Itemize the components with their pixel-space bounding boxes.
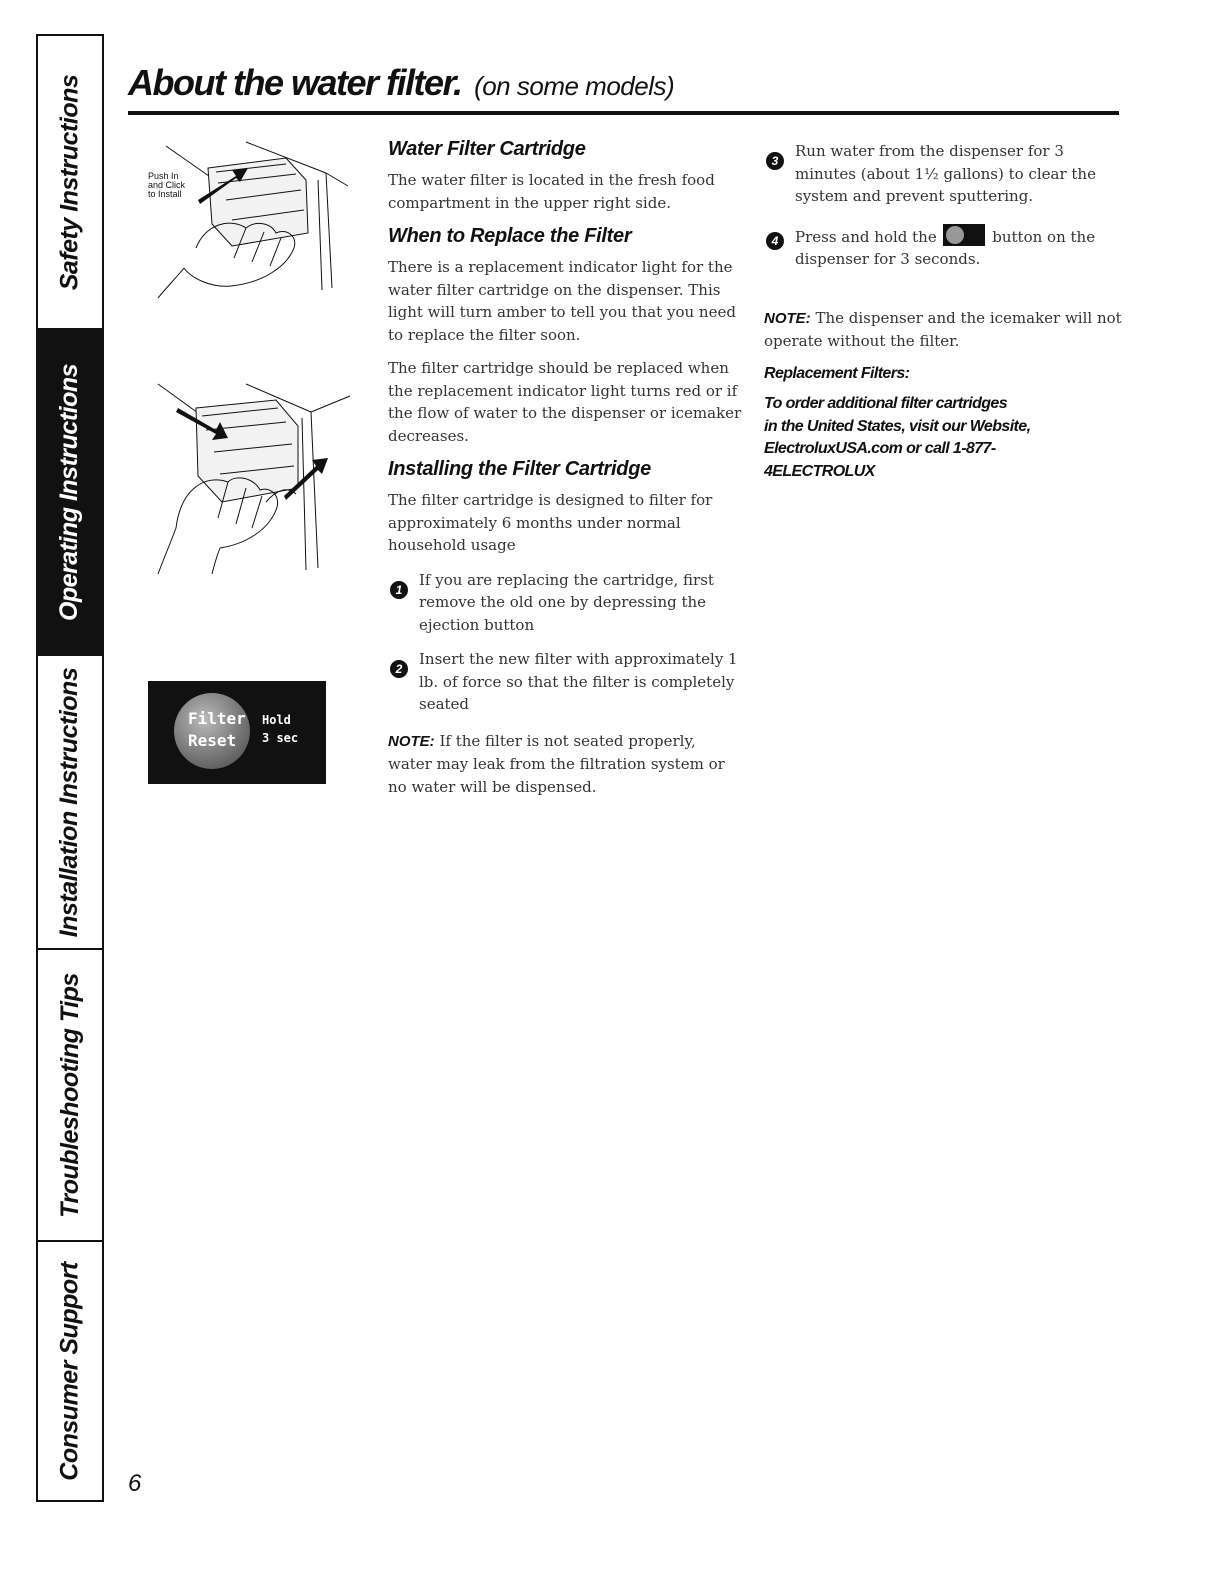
instructions-column-right [764, 140, 1124, 483]
eject-filter-illustration [136, 378, 361, 578]
note-operation [764, 307, 1124, 353]
eject-filter-drawing [136, 378, 361, 578]
page-title-subtitle: (on some models) [474, 71, 675, 101]
cartridge-location-text: The water filter is located in the fresh food compartment in the upper right side. [388, 171, 715, 212]
hold-duration-label: 3 sec [262, 731, 299, 745]
note-seating [388, 730, 743, 799]
tab-operating-instructions[interactable] [38, 330, 102, 656]
replace-indicator-text: There is a replacement indicator light for the water filter cartridge on the dispenser. This light will turn amber to tell you that you need to replace the filter soon. [388, 258, 736, 344]
step-4 [764, 220, 1124, 271]
hold-label: Hold [262, 713, 291, 727]
step-number-badge: 4 [766, 232, 784, 250]
filter-label: Filter [188, 709, 246, 728]
page-title [128, 62, 674, 104]
push-in-label: Push In and Click to Install [148, 171, 186, 199]
installing-heading: Installing the Filter Cartridge [388, 458, 651, 480]
step-3 [764, 140, 1124, 208]
tab-label: Troubleshooting Tips [55, 972, 84, 1218]
reset-label: Reset [188, 731, 237, 750]
step-number-badge: 2 [390, 660, 408, 678]
note-label: NOTE: [388, 732, 435, 750]
replace-condition-text: The filter cartridge should be replaced when the replacement indicator light turns red or if the flow of water to the dispenser or icemaker decreases. [388, 359, 742, 445]
title-rule [128, 111, 1119, 115]
tab-label: Consumer Support [55, 1261, 84, 1481]
step-text: Press and hold the button on the dispenser for 3 seconds. [795, 220, 1124, 271]
step-1 [388, 569, 743, 637]
step-text: Run water from the dispenser for 3 minutes (about 1½ gallons) to clear the system and prevent sputtering. [795, 142, 1096, 205]
step-text: Insert the new filter with approximately 1 lb. of force so that the filter is completely seated [419, 650, 738, 713]
website-phone-link[interactable]: ElectroluxUSA.com or call 1-877- [764, 440, 996, 457]
tab-label: Installation Instructions [55, 667, 84, 937]
tab-troubleshooting-tips[interactable] [38, 950, 102, 1242]
section-tab-column [36, 34, 104, 1502]
filter-reset-button-icon [943, 224, 985, 246]
step-2 [388, 648, 743, 716]
water-filter-cartridge-heading: Water Filter Cartridge [388, 138, 586, 160]
page-title-text: About the water filter. [128, 62, 462, 103]
filter-lifespan-text: The filter cartridge is designed to filter for approximately 6 months under normal household usage [388, 491, 713, 554]
note-text: The dispenser and the icemaker will not operate without the filter. [764, 308, 1122, 350]
tab-consumer-support[interactable] [38, 1242, 102, 1500]
step-number-badge: 3 [766, 152, 784, 170]
tab-installation-instructions[interactable] [38, 656, 102, 950]
replacement-filters-heading: Replacement Filters: [764, 364, 910, 382]
replacement-ordering-info: To order additional filter cartridges in the United States, visit our Website, ElectroluxUSA.com or call 1-877- 4ELECTROLUX [764, 393, 1124, 483]
when-to-replace-heading: When to Replace the Filter [388, 225, 632, 247]
install-filter-illustration [136, 128, 361, 303]
note-text: If the filter is not seated properly, water may leak from the filtration system or no water will be dispensed. [388, 731, 725, 796]
install-filter-drawing [136, 128, 361, 303]
tab-safety-instructions[interactable] [38, 36, 102, 330]
step-number-badge: 1 [390, 581, 408, 599]
tab-label: Operating Instructions [55, 363, 84, 621]
filter-reset-button-panel [148, 681, 326, 784]
note-label: NOTE: [764, 309, 811, 327]
step-text: If you are replacing the cartridge, first remove the old one by depressing the ejection button [419, 570, 714, 634]
instructions-column [388, 138, 743, 798]
page-number: 6 [128, 1470, 142, 1497]
tab-label: Safety Instructions [55, 74, 84, 290]
